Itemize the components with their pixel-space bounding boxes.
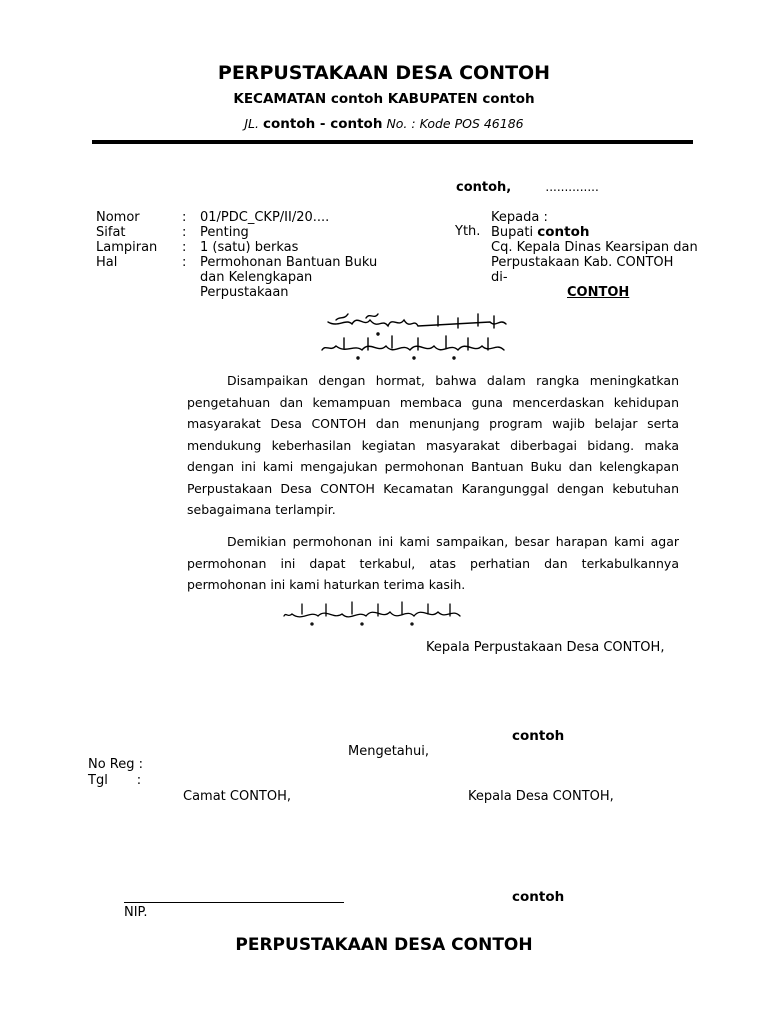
destination-city: CONTOH bbox=[567, 285, 630, 300]
address-line bbox=[0, 116, 768, 132]
meta-value: 01/PDC_CKP/II/20.... bbox=[200, 210, 330, 225]
addressee-line5: di- bbox=[491, 270, 508, 285]
meta-colon: : bbox=[182, 225, 187, 240]
address-prefix: JL. bbox=[244, 116, 259, 131]
noreg-label: No Reg : bbox=[88, 757, 144, 772]
nip-label: NIP. bbox=[124, 905, 148, 920]
address-suffix: No. : Kode POS 46186 bbox=[386, 116, 524, 131]
footer-organization-name: PERPUSTAKAAN DESA CONTOH bbox=[235, 935, 533, 955]
kepala-desa-title: Kepala Desa CONTOH, bbox=[468, 789, 614, 804]
bismillah-calligraphy-icon bbox=[318, 310, 508, 362]
addressee-line3: Cq. Kepala Dinas Kearsipan dan bbox=[491, 240, 698, 255]
meta-colon: : bbox=[182, 240, 187, 255]
addressee-name: contoh bbox=[537, 224, 590, 240]
kecamatan-line: KECAMATAN contoh KABUPATEN contoh bbox=[233, 91, 535, 107]
yth-label: Yth. bbox=[455, 224, 481, 239]
body-paragraph-1: Disampaikan dengan hormat, bahwa dalam rangka meningkatkan pengetahuan dan kemampuan membaca guna mencerdaskan kehidupan masyarakat Desa CONTOH dan menunjang program wajib belajar serta mendukung keberhasilan kegiatan masyarakat diberbagai bidang. maka dengan ini kami mengajukan permohonan Bantuan Buku dan kelengkapan Perpustakaan Desa CONTOH Kecamatan Karangunggal dengan kebutuhan sebagaimana terlampir. bbox=[187, 373, 679, 517]
kepala-desa-name: contoh bbox=[512, 889, 565, 905]
body-paragraph-2: Demikian permohonan ini kami sampaikan, besar harapan kami agar permohonan ini dapat terkabul, atas perhatian dan terkabulkannya permohonan ini kami haturkan terima kasih. bbox=[187, 534, 679, 592]
addressee-title: Bupati bbox=[491, 225, 534, 240]
addressee-line4: Perpustakaan Kab. CONTOH bbox=[491, 255, 674, 270]
tgl-label: Tgl : bbox=[88, 773, 142, 788]
meta-colon: : bbox=[182, 210, 187, 225]
meta-label: Nomor bbox=[96, 210, 140, 225]
letter-place: contoh, bbox=[456, 180, 512, 195]
place-date bbox=[456, 180, 599, 195]
meta-colon: : bbox=[182, 255, 187, 270]
registration-block bbox=[88, 757, 143, 789]
meta-value: Permohonan Bantuan Buku dan Kelengkapan Perpustakaan bbox=[200, 255, 378, 300]
meta-label: Sifat bbox=[96, 225, 126, 240]
meta-label: Lampiran bbox=[96, 240, 158, 255]
addressee-line1: Kepada : bbox=[491, 210, 548, 225]
meta-value: 1 (satu) berkas bbox=[200, 240, 299, 255]
addressee-line2 bbox=[491, 225, 589, 240]
organization-name: PERPUSTAKAAN DESA CONTOH bbox=[217, 62, 551, 84]
meta-value: Penting bbox=[200, 225, 249, 240]
header-divider bbox=[92, 140, 693, 144]
signatory-title: Kepala Perpustakaan Desa CONTOH, bbox=[426, 640, 665, 655]
address-street: contoh - contoh bbox=[262, 116, 383, 132]
signatory-name: contoh bbox=[512, 728, 565, 744]
mengetahui-label: Mengetahui, bbox=[348, 744, 429, 759]
closing-salam-calligraphy-icon bbox=[282, 600, 462, 628]
signature-line bbox=[124, 887, 344, 903]
letter-date: .............. bbox=[545, 180, 599, 194]
camat-title: Camat CONTOH, bbox=[183, 789, 292, 804]
meta-label: Hal bbox=[96, 255, 118, 270]
